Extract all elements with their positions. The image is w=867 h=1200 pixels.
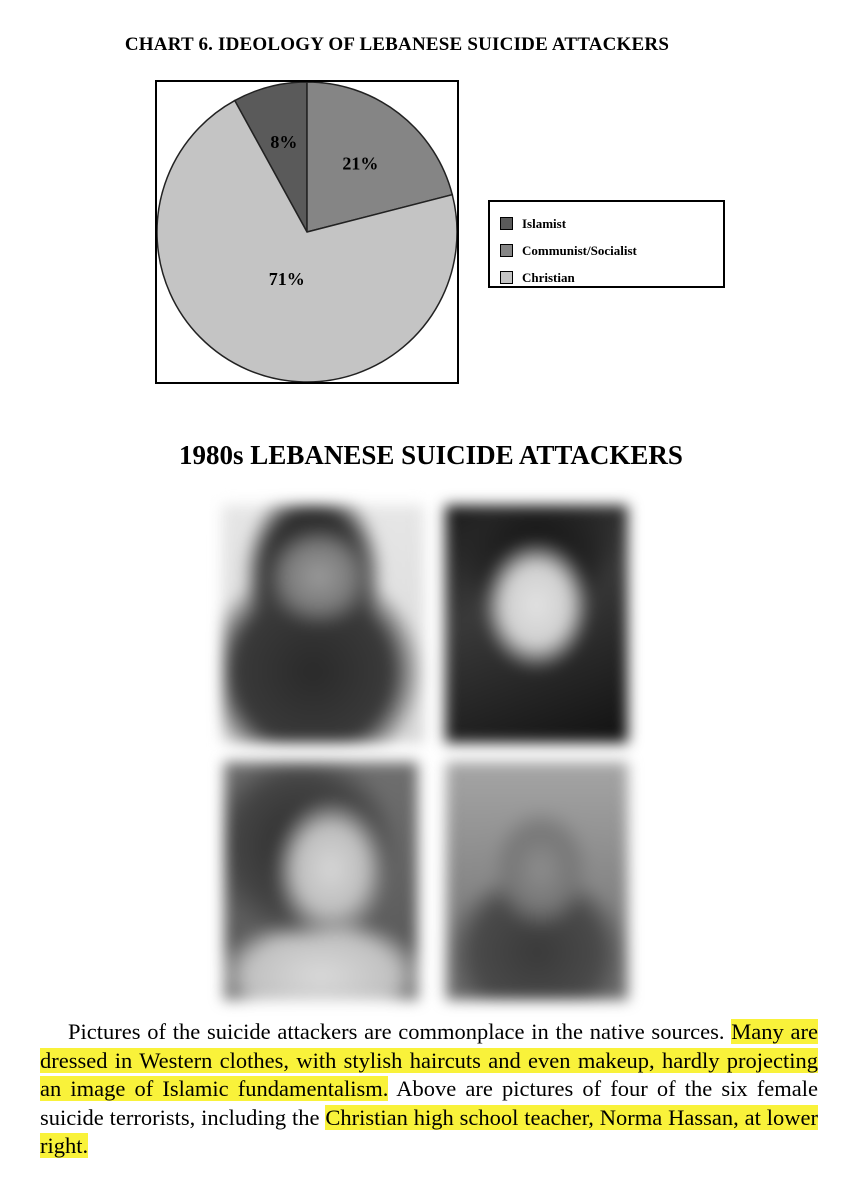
pie-slice-label: 71% bbox=[268, 268, 305, 289]
photo-bottom-left bbox=[224, 762, 418, 1000]
legend-swatch bbox=[500, 244, 513, 257]
section-title: 1980s LEBANESE SUICIDE ATTACKERS bbox=[179, 440, 683, 470]
legend-item-communist-socialist bbox=[500, 237, 723, 264]
pie-chart bbox=[155, 80, 459, 384]
legend-label: Islamist bbox=[522, 215, 567, 231]
legend-item-christian bbox=[500, 264, 723, 291]
legend-item-islamist bbox=[500, 210, 723, 237]
legend-swatch bbox=[500, 217, 513, 230]
pie-slice-label: 8% bbox=[270, 131, 298, 152]
legend-label: Christian bbox=[522, 269, 575, 285]
pie-chart-svg bbox=[157, 82, 457, 382]
photo-bottom-right bbox=[446, 762, 628, 1000]
caption-paragraph bbox=[40, 1018, 818, 1161]
photo-top-left bbox=[222, 505, 424, 743]
caption-highlight: Christian high school teacher, Norma Hassan, at lower right. bbox=[40, 1104, 818, 1158]
caption-highlight: Many are dressed in Western clothes, with stylish haircuts and even makeup, hardly projecting an image of Islamic fundamentalism. bbox=[40, 1019, 818, 1101]
caption-text: Pictures of the suicide attackers are commonplace in the native sources. bbox=[68, 1019, 725, 1044]
chart-title: CHART 6. IDEOLOGY OF LEBANESE SUICIDE ATTACKERS bbox=[124, 34, 670, 55]
pie-slice-label: 21% bbox=[342, 153, 379, 174]
caption-text: Above are pictures of four of the six female suicide terrorists, including the bbox=[40, 1076, 818, 1130]
legend-label: Communist/Socialist bbox=[522, 242, 637, 258]
photo-top-right bbox=[445, 505, 628, 743]
legend-swatch bbox=[500, 271, 513, 284]
chart-legend bbox=[488, 200, 725, 288]
